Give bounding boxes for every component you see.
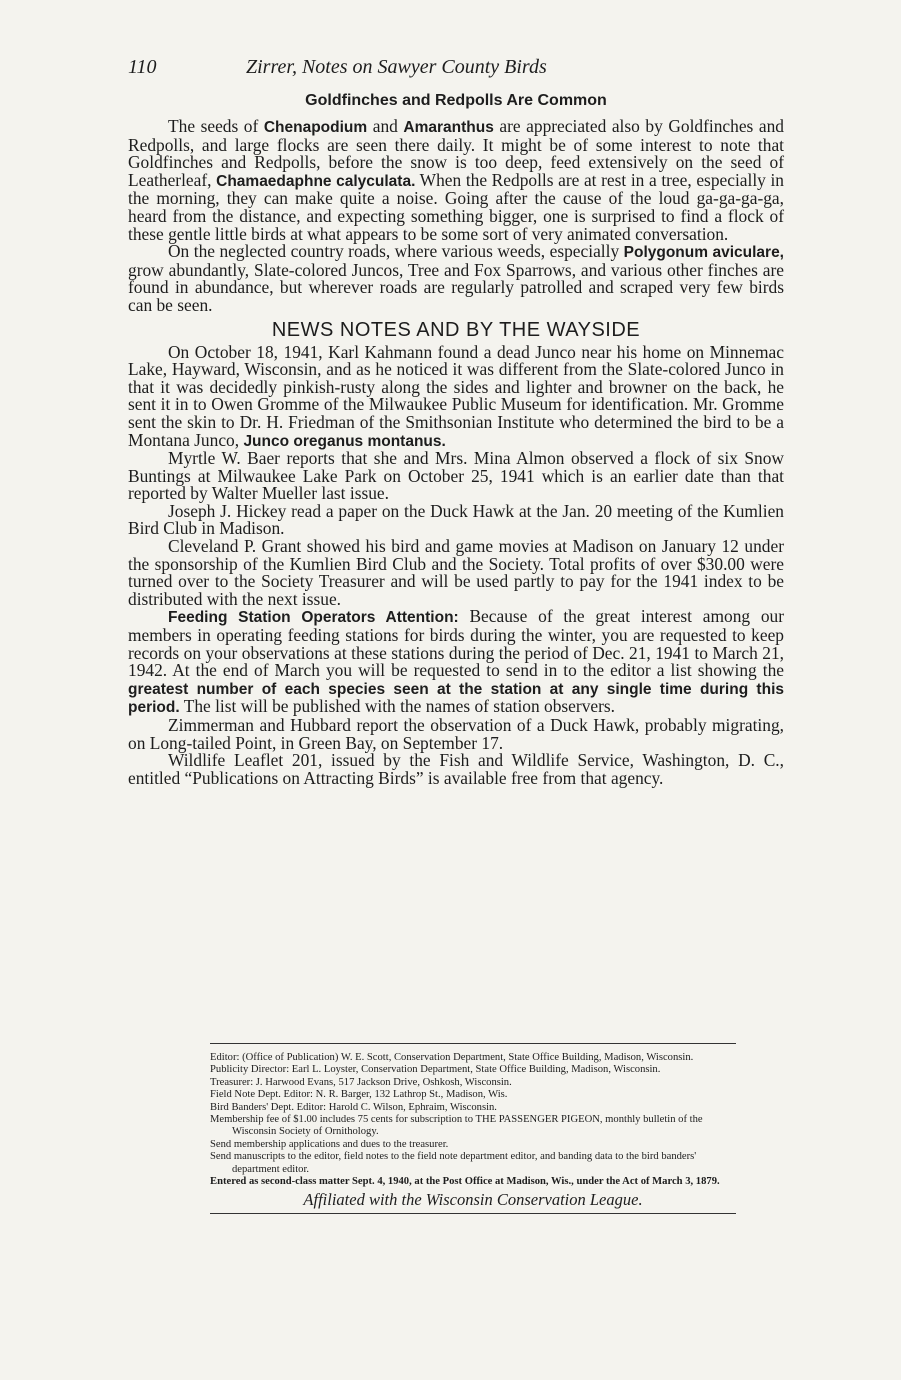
masthead-membership-fee: Membership fee of $1.00 includes 75 cents for subscription to THE PASSENGER PIGEON, monthly bulletin of the Wisconsin Society of Ornithology.	[210, 1114, 703, 1138]
masthead-entered-notice: Entered as second-class matter Sept. 4, 1940, at the Post Office at Madison, Wis., under the Act of March 3, 1879.	[210, 1176, 720, 1188]
section-heading-goldfinches: Goldfinches and Redpolls Are Common	[305, 92, 607, 109]
paragraph-duck-hawk-observation: Zimmerman and Hubbard report the observation of a Duck Hawk, probably migrating, on Long-tailed Point, in Green Bay, on September 17.	[128, 715, 784, 753]
paragraph-bird-movies: Cleveland P. Grant showed his bird and game movies at Madison on January 12 under the sponsorship of the Kumlien Bird Club and the Society. Total profits of over $30.00 were turned over to the Society Treasurer and will be used partly to pay for the 1941 index to be distributed with the next issue.	[128, 536, 784, 609]
masthead-field-note-editor: Field Note Dept. Editor: N. R. Barger, 132 Lathrop St., Madison, Wis.	[210, 1089, 508, 1101]
paragraph-montana-junco: On October 18, 1941, Karl Kahmann found a dead Junco near his home on Minnemac Lake, Hayward, Wisconsin, and as he noticed it was different from the Slate-colored Junco in that it was decidedly pinkish-rusty along the sides and lighter and browner on the back, he sent it in to Owen Gromme of the Milwaukee Public Museum for identification. Mr. Gromme sent the skin to Dr. H. Friedman of the Smithsonian Institute who determined the bird to be a Montana Junco, Junco oreganus montanus.	[128, 341, 784, 450]
page-content	[128, 56, 784, 787]
paragraph-country-roads: On the neglected country roads, where various weeds, especially Polygonum aviculare, grow abundantly, Slate-colored Juncos, Tree and Fox Sparrows, and various other finches are found in abundance, but wherever roads are regularly patrolled and scraped very few birds can be seen.	[128, 241, 784, 315]
masthead-treasurer: Treasurer: J. Harwood Evans, 517 Jackson Drive, Oshkosh, Wisconsin.	[210, 1076, 512, 1088]
masthead	[210, 1043, 736, 1214]
masthead-send-manuscripts: Send manuscripts to the editor, field notes to the field note department editor, and banding data to the bird banders' department editor.	[210, 1151, 697, 1175]
paragraph-wildlife-leaflet: Wildlife Leaflet 201, issued by the Fish and Wildlife Service, Washington, D. C., entitled “Publications on Attracting Birds” is available free from that agency.	[128, 750, 784, 788]
affiliation-line: Affiliated with the Wisconsin Conservation League.	[303, 1190, 643, 1210]
paragraph-duck-hawk-paper: Joseph J. Hickey read a paper on the Duck Hawk at the Jan. 20 meeting of the Kumlien Bird Club in Madison.	[128, 500, 784, 539]
masthead-send-applications: Send membership applications and dues to the treasurer.	[210, 1138, 449, 1150]
masthead-publicity-director: Publicity Director: Earl L. Loyster, Conservation Department, State Office Building, Madison, Wisconsin.	[210, 1064, 661, 1076]
paragraph-seeds: The seeds of Chenapodium and Amaranthus are appreciated also by Goldfinches and Redpolls, and large flocks are seen there daily. It might be of some interest to note that Goldfinches and Redpolls, before the snow is too deep, feed extensively on the seed of Leatherleaf, Chamaedaphne calyculata. When the Redpolls are at rest in a tree, especially in the morning, they can make quite a noise. Going after the cause of the loud ga-ga-ga-ga, heard from the distance, and expecting something bigger, one is surprised to find a flock of these gentle little birds at what appears to be some sort of very animated conversation.	[128, 116, 784, 244]
paragraph-snow-buntings: Myrtle W. Baer reports that she and Mrs. Mina Almon observed a flock of six Snow Buntings at Milwaukee Lake Park on October 25, 1941 which is an earlier date than that reported by Walter Mueller last issue.	[128, 448, 784, 504]
running-head	[128, 56, 784, 84]
masthead-bird-banders-editor: Bird Banders' Dept. Editor: Harold C. Wilson, Ephraim, Wisconsin.	[210, 1101, 497, 1113]
journal-title: Zirrer, Notes on Sawyer County Birds	[246, 56, 547, 78]
paragraph-feeding-station: Feeding Station Operators Attention: Because of the great interest among our members in operating feeding stations for birds during the winter, you are requested to keep records on your observations at these stations during the period of Dec. 21, 1941 to March 21, 1942. At the end of March you will be requested to send in to the editor a list showing the greatest number of each species seen at the station at any single time during this period. The list will be published with the names of station observers.	[128, 606, 785, 717]
section-heading-news-notes: NEWS NOTES AND BY THE WAYSIDE	[271, 318, 641, 341]
page-number: 110	[128, 56, 157, 78]
masthead-editor: Editor: (Office of Publication) W. E. Scott, Conservation Department, State Office Building, Madison, Wisconsin.	[210, 1052, 694, 1063]
